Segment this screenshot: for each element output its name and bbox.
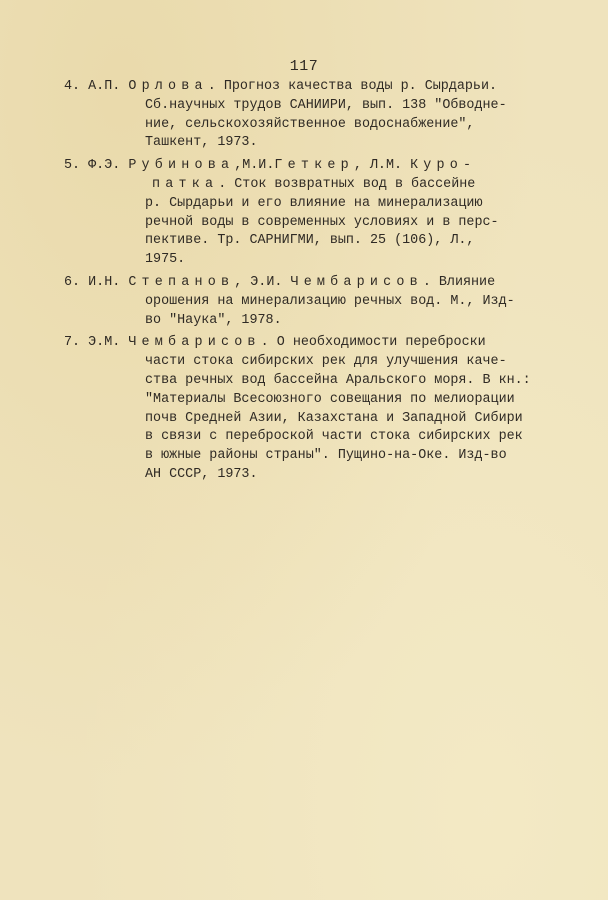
reference-list xyxy=(64,78,544,489)
reference-number: 4. xyxy=(64,79,81,94)
reference-line: ства речных вод бассейна Аральского моря. В кн.: xyxy=(145,372,531,388)
author-initials: И.Н. xyxy=(88,274,129,290)
reference-line: р. Сырдарьи и его влияние на минерализацию xyxy=(145,195,483,211)
reference-line: в связи с переброской части стока сибирских рек xyxy=(145,429,523,445)
reference-number: 7. xyxy=(64,335,81,351)
author-initials: Ф.Э. xyxy=(88,158,129,174)
reference-item-4 xyxy=(64,78,544,153)
reference-item-7 xyxy=(64,334,544,484)
author-surname: патка xyxy=(152,176,219,192)
reference-line xyxy=(64,334,544,353)
reference-number: 5. xyxy=(64,158,81,174)
author-initials: , Л.М. xyxy=(353,158,411,174)
author-surname: Рубинова xyxy=(128,158,235,174)
author-surname: Чембарисов xyxy=(128,335,261,351)
reference-item-5 xyxy=(64,157,544,270)
author-surname: Орлова xyxy=(128,79,208,94)
author-surname: Чембарисов xyxy=(290,274,423,290)
reference-line xyxy=(64,176,544,195)
reference-line: ние, сельскохозяйственное водоснабжение", xyxy=(145,116,475,132)
author-surname: Куро- xyxy=(410,158,477,174)
reference-line: Ташкент, 1973. xyxy=(145,135,258,151)
reference-line: АН СССР, 1973. xyxy=(145,466,258,482)
author-initials: Э.М. xyxy=(88,335,129,351)
reference-line: орошения на минерализацию речных вод. М., Изд- xyxy=(145,293,515,309)
reference-line: "Материалы Всесоюзного совещания по мелиорации xyxy=(145,391,515,407)
reference-line xyxy=(64,157,544,176)
reference-line xyxy=(64,78,544,97)
page-number: 117 xyxy=(289,58,319,75)
reference-item-6 xyxy=(64,274,544,330)
reference-line: части стока сибирских рек для улучшения каче- xyxy=(145,354,507,370)
reference-line: в южные районы страны". Пущино-на-Оке. Изд-во xyxy=(145,448,507,464)
reference-title: . Сток возвратных вод в бассейне xyxy=(218,176,476,192)
reference-line: пективе. Тр. САРНИГМИ, вып. 25 (106), Л., xyxy=(145,233,475,249)
author-initials: ,М.И. xyxy=(234,158,275,174)
reference-title: . Влияние xyxy=(422,274,496,290)
reference-title: . Прогноз качества воды р. Сырдарьи. xyxy=(207,79,498,94)
reference-line: речной воды в современных условиях и в перс- xyxy=(145,214,499,230)
author-initials: А.П. xyxy=(88,79,121,94)
author-initials: , Э.И. xyxy=(234,274,291,290)
reference-line: 1975. xyxy=(145,252,186,268)
reference-number: 6. xyxy=(64,274,81,290)
reference-line xyxy=(64,274,544,293)
author-surname: Геткер xyxy=(274,158,354,174)
reference-line: почв Средней Азии, Казахстана и Западной Сибири xyxy=(145,410,523,426)
reference-title: . О необходимости переброски xyxy=(260,335,486,351)
reference-line: Сб.научных трудов САНИИРИ, вып. 138 "Обводне- xyxy=(145,97,507,113)
author-surname: Степанов xyxy=(128,274,235,290)
reference-line: во "Наука", 1978. xyxy=(145,312,282,328)
